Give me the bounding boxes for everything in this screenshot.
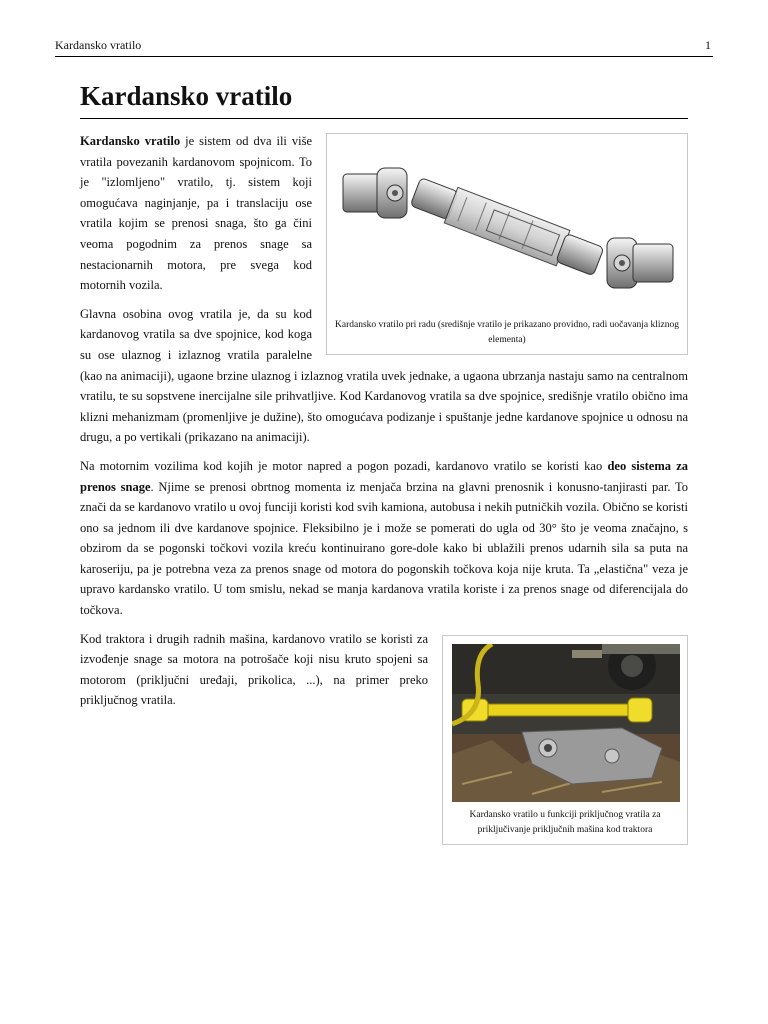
figure-tractor-pto-shaft xyxy=(442,635,688,845)
article-body xyxy=(80,131,688,835)
figure-caption: Kardansko vratilo u funkciji priključnog vratila za priključivanje priključnih mašina kod traktora xyxy=(469,809,661,835)
paragraph-motor-vehicles xyxy=(80,456,688,621)
running-title: Kardansko vratilo xyxy=(55,38,142,52)
figure-cardan-shaft-diagram xyxy=(326,133,688,355)
page-title: Kardansko vratilo xyxy=(80,78,688,119)
term-bold: deo sistema za prenos snage xyxy=(80,458,688,494)
term-bold: Kardansko vratilo xyxy=(80,134,181,148)
paragraph-main-feature: Glavna osobina ovog vratila je, da su kod kardanovog vratila sa dve spojnice, kod koga su ose ulaznog i izlaznog vratila paralelne (kao na animaciji), ugaone brzine ulaznog i izlaznog vratila uvek jednake, a ugaona ubrzanja nastaju samo na centralnom vratilu, te su sopstvene inercijalne sile prihvatljive. Kod Kardanovog vratila sa dve spojnice, središnje vratilo obično ima klizni mehanizmam (promenljive je dužine), što omogućava podizanje i spuštanje jedne kardanove spojnice u odnosu na drugu, a po vertikali (prikazano na animaciji). xyxy=(80,306,688,445)
cardan-shaft-illustration xyxy=(339,152,677,302)
article xyxy=(80,78,688,849)
running-header xyxy=(55,38,713,57)
paragraph-text: . Njime se prenosi obrtnog momenta iz menjača brzina na glavni prenosnik i konusno-tanjirasti par. To znači da se kardanovo vratilo u ovoj funciji koristi kod svih kamiona, autobusa i nekih putničkih vozila. Obično se koristi ono sa jednom ili dve kardanove spojnice. Fleksibilno je i može se pomerati do ugla od 30° što je veoma značajno, s obzirom da se pogonski točkovi vozila kreću kontinuirano gore-dole kako bi ublažili prenos udarnih sila sa puta na karoseriju, pa je potrebna veza za prenos snage od motora do pogonskih točkova koja nije kruta. Ta „elastična" veza je upravo kardansko vratilo. U tom smislu, nekad se manja kardanova vratila koriste i za prenos snage od diferencijala do točkova. xyxy=(80,479,688,618)
figure-caption: Kardansko vratilo pri radu (središnje vratilo je prikazano providno, radi uočavanja kliznog elementa) xyxy=(335,320,679,345)
page-number: 1 xyxy=(705,38,711,52)
paragraph-text: je sistem od dva ili više vratila povezanih kardanovom spojnicom. To je "izlomljeno" vratilo, tj. sistem koji omogućava naginjanje, pa i translaciju ose vratila kojim se prenosi snaga, što ga čini veoma pogodnim za prenos snage sa nestacionarnih motora, pre svega kod motornih vozila. xyxy=(80,134,312,293)
paragraph-tractors: Kod traktora i drugih radnih mašina, kardanovo vratilo se koristi za izvođenje snage sa motora na potrošače koji nisu kruto spojeni sa motorom (priključni uređaji, prikolica, ...), na primer preko priključnog vratila. xyxy=(80,631,428,708)
tractor-pto-photo xyxy=(452,644,680,802)
paragraph-text: Na motornim vozilima kod kojih je motor napred a pogon pozadi, kardanovo vratilo se koristi kao xyxy=(80,458,608,473)
